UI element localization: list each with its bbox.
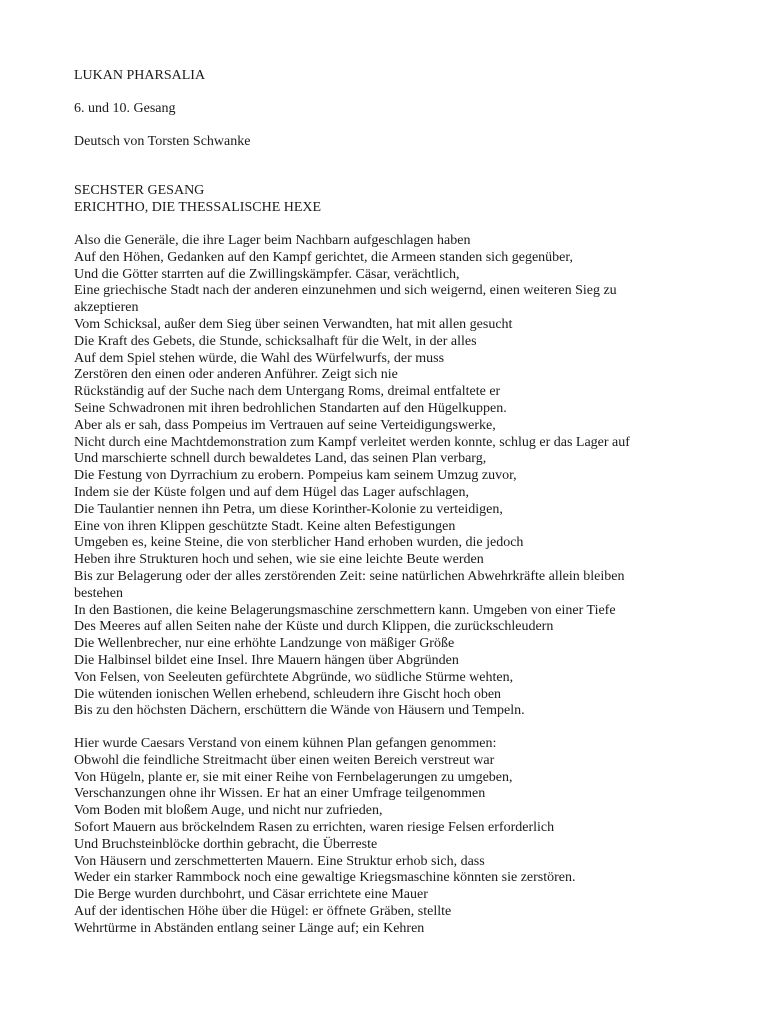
book-heading: SECHSTER GESANG	[74, 183, 205, 199]
verse-line: Auf der identischen Höhe über die Hügel: er öffnete Gräben, stellte	[74, 904, 452, 920]
verse-line: Weder ein starker Rammbock noch eine gewaltige Kriegsmaschine könnten sie zerstören.	[74, 870, 576, 886]
verse-line: Wehrtürme in Abständen entlang seiner Länge auf; ein Kehren	[74, 920, 425, 936]
verse-line: Vom Boden mit bloßem Auge, und nicht nur zufrieden,	[74, 803, 383, 819]
verse-line: Die wütenden ionischen Wellen erhebend, schleudern ihre Gischt hoch oben	[74, 686, 502, 702]
verse-line: Und die Götter starrten auf die Zwillingskämpfer. Cäsar, verächtlich,	[74, 266, 460, 282]
verse-line: Seine Schwadronen mit ihren bedrohlichen Standarten auf den Hügelkuppen.	[74, 400, 507, 416]
verse-paragraph-1	[74, 233, 694, 720]
verse-line: Zerstören den einen oder anderen Anführer. Zeigt sich nie	[74, 367, 398, 383]
verse-line: Von Hügeln, plante er, sie mit einer Reihe von Fernbelagerungen zu umgeben,	[74, 769, 513, 785]
verse-line: Vom Schicksal, außer dem Sieg über seinen Verwandten, hat mit allen gesucht	[74, 316, 513, 332]
section-headings	[74, 183, 694, 217]
verse-line: Eine griechische Stadt nach der anderen einzunehmen und sich weigernd, einen weiteren Sieg zu	[74, 283, 617, 299]
verse-line: Von Felsen, von Seeleuten gefürchtete Abgründe, wo südliche Stürme wehten,	[74, 669, 514, 685]
verse-line: Rückständig auf der Suche nach dem Untergang Roms, dreimal entfaltete er	[74, 384, 501, 400]
document-title: LUKAN PHARSALIA	[74, 68, 206, 83]
verse-line: Und Bruchsteinblöcke dorthin gebracht, die Überreste	[74, 836, 378, 852]
verse-line: Von Häusern und zerschmetterten Mauern. Eine Struktur erhob sich, dass	[74, 853, 485, 869]
verse-line: Hier wurde Caesars Verstand von einem kühnen Plan gefangen genommen:	[74, 736, 497, 752]
verse-line: Die Festung von Dyrrachium zu erobern. Pompeius kam seinem Umzug zuvor,	[74, 468, 517, 484]
verse-line: Bis zur Belagerung oder der alles zerstörenden Zeit: seine natürlichen Abwehrkräfte allein bleiben	[74, 568, 625, 584]
verse-line: bestehen	[74, 585, 123, 601]
verse-line: In den Bastionen, die keine Belagerungsmaschine zerschmettern kann. Umgeben von einer Tiefe	[74, 602, 616, 618]
verse-line: Die Taulantier nennen ihn Petra, um diese Korinther-Kolonie zu verteidigen,	[74, 501, 503, 517]
verse-line: Nicht durch eine Machtdemonstration zum Kampf verleitet werden konnte, schlug er das Lager auf	[74, 434, 630, 450]
document-page	[74, 68, 694, 938]
verse-line: Indem sie der Küste folgen und auf dem Hügel das Lager aufschlagen,	[74, 484, 469, 500]
verse-line: Verschanzungen ohne ihr Wissen. Er hat an einer Umfrage teilgenommen	[74, 786, 486, 802]
verse-line: Des Meeres auf allen Seiten nahe der Küste und durch Klippen, die zurückschleudern	[74, 619, 554, 635]
verse-line: Umgeben es, keine Steine, die von sterblicher Hand erhoben wurden, die jedoch	[74, 535, 524, 551]
verse-line: Also die Generäle, die ihre Lager beim Nachbarn aufgeschlagen haben	[74, 232, 471, 248]
chapter-heading: ERICHTHO, DIE THESSALISCHE HEXE	[74, 200, 322, 216]
verse-line: Die Wellenbrecher, nur eine erhöhte Landzunge von mäßiger Größe	[74, 636, 455, 652]
verse-line: Aber als er sah, dass Pompeius im Vertrauen auf seine Verteidigungswerke,	[74, 417, 496, 433]
verse-line: Sofort Mauern aus bröckelndem Rasen zu errichten, waren riesige Felsen erforderlich	[74, 820, 555, 836]
verse-line: Auf dem Spiel stehen würde, die Wahl des Würfelwurfs, der muss	[74, 350, 445, 366]
document-subtitle: 6. und 10. Gesang	[74, 100, 176, 116]
verse-line: Bis zu den höchsten Dächern, erschüttern die Wände von Häusern und Tempeln.	[74, 703, 525, 719]
verse-line: Die Berge wurden durchbohrt, und Cäsar errichtete eine Mauer	[74, 887, 428, 903]
verse-line: akzeptieren	[74, 300, 139, 316]
verse-line: Die Halbinsel bildet eine Insel. Ihre Mauern hängen über Abgründen	[74, 652, 459, 668]
verse-line: Heben ihre Strukturen hoch und sehen, wie sie eine leichte Beute werden	[74, 552, 484, 568]
verse-line: Die Kraft des Gebets, die Stunde, schicksalhaft für die Welt, in der alles	[74, 333, 477, 349]
verse-paragraph-2	[74, 736, 694, 938]
verse-line: Obwohl die feindliche Streitmacht über einen weiten Bereich verstreut war	[74, 752, 495, 768]
verse-line: Und marschierte schnell durch bewaldetes Land, das seinen Plan verbarg,	[74, 451, 487, 467]
translator-credit: Deutsch von Torsten Schwanke	[74, 133, 251, 149]
verse-line: Eine von ihren Klippen geschützte Stadt. Keine alten Befestigungen	[74, 518, 456, 534]
verse-line: Auf den Höhen, Gedanken auf den Kampf gerichtet, die Armeen standen sich gegenüber,	[74, 249, 573, 265]
